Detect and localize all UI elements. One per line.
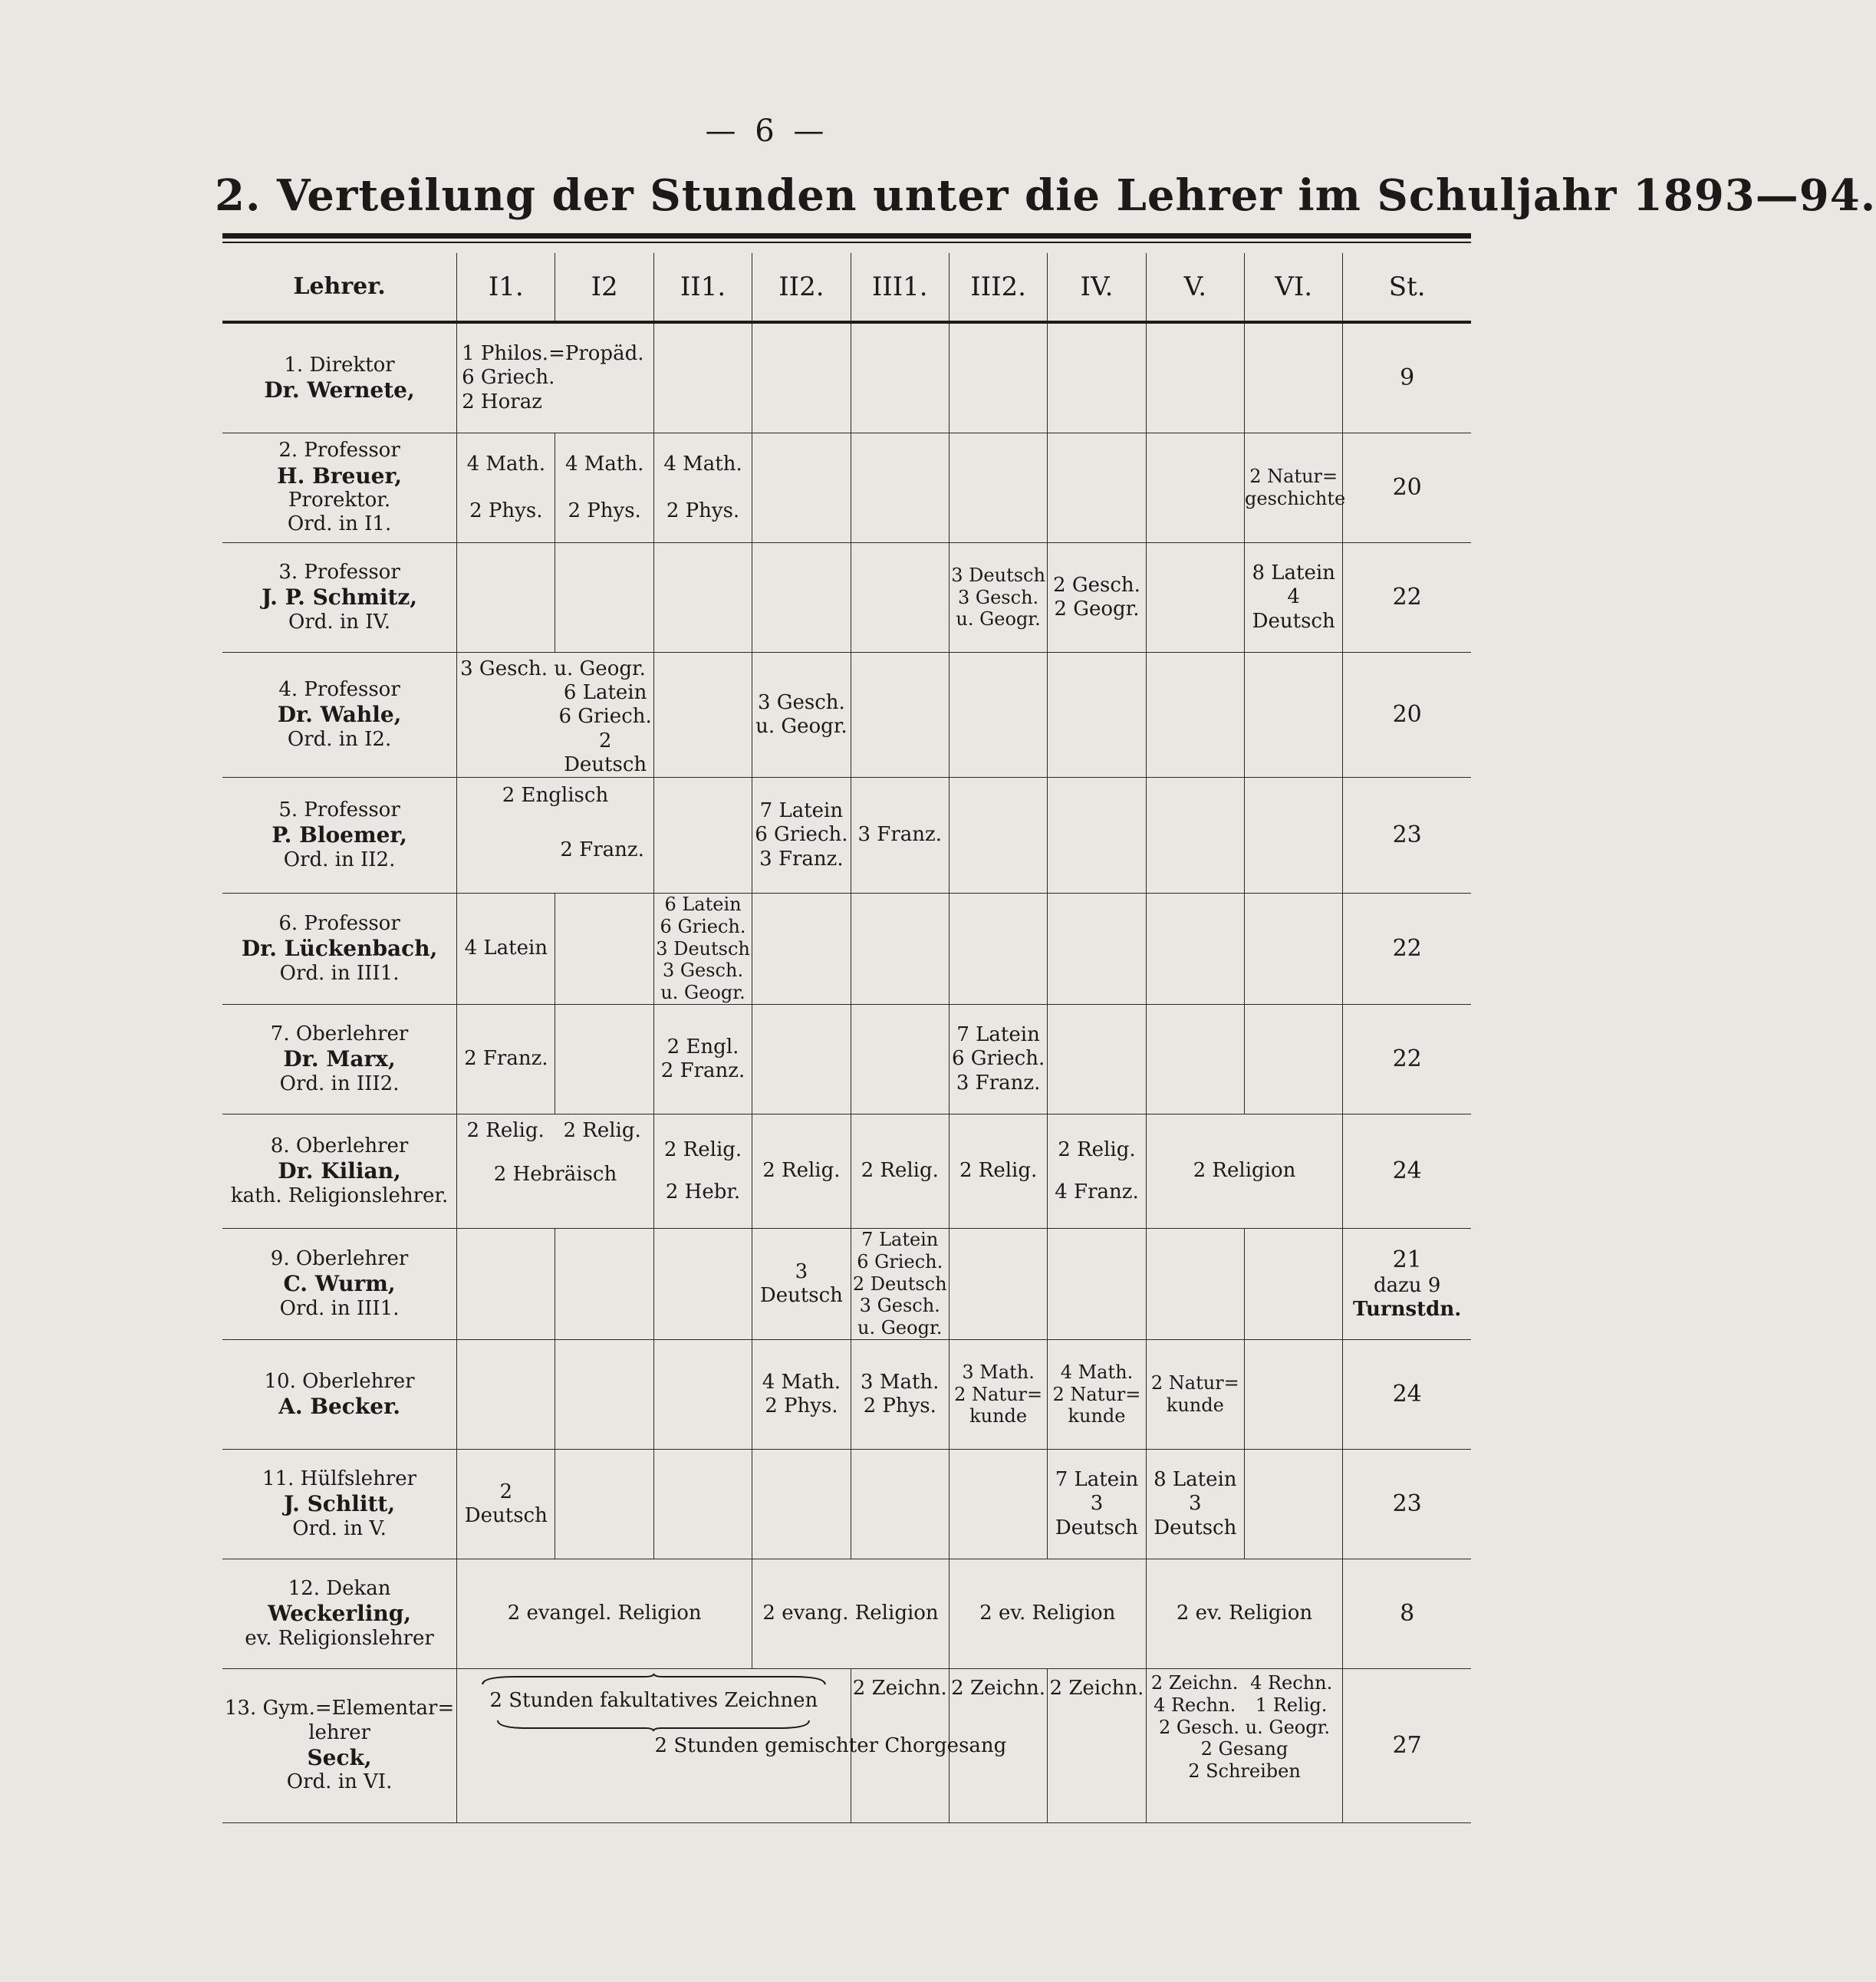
lesson-text: 2 Engl. bbox=[666, 1035, 739, 1058]
lesson-cell bbox=[653, 1449, 752, 1559]
lesson-cell bbox=[653, 777, 752, 893]
table-header-row bbox=[222, 253, 1471, 322]
lesson-cell bbox=[1146, 1114, 1343, 1228]
teacher-cell bbox=[222, 653, 457, 778]
lesson-cell bbox=[851, 433, 949, 543]
lesson-cell bbox=[1245, 1339, 1343, 1449]
lesson-text: 2 Stunden gemischter Chorgesang bbox=[654, 1734, 1007, 1758]
lesson-text: 2 Phys. bbox=[568, 499, 641, 522]
hours-total: 20 bbox=[1343, 653, 1471, 778]
lesson-text: 6 Griech. bbox=[857, 1250, 943, 1272]
lesson-cell bbox=[752, 653, 851, 778]
lesson-cell bbox=[457, 653, 654, 778]
hours-extra: Turnstdn. bbox=[1353, 1297, 1462, 1321]
brace-zeichnen bbox=[481, 1674, 827, 1686]
teacher-role: 4. Professor bbox=[278, 677, 400, 701]
lesson-text: geschichte bbox=[1245, 488, 1346, 509]
header-vi: VI. bbox=[1245, 253, 1343, 322]
lesson-text: 4 Math. bbox=[564, 452, 644, 476]
lesson-cell bbox=[1146, 893, 1244, 1004]
header-ii2: II2. bbox=[752, 253, 851, 322]
brace-chorgesang bbox=[496, 1719, 811, 1731]
lesson-cell bbox=[1146, 1559, 1343, 1668]
lesson-cell bbox=[949, 653, 1047, 778]
teacher-note: ev. Religionslehrer bbox=[245, 1626, 434, 1650]
hours-text: 21 bbox=[1392, 1246, 1422, 1273]
lesson-text: 2 evang. Religion bbox=[762, 1602, 939, 1625]
lesson-text: 4 Math. bbox=[663, 452, 742, 476]
table-row bbox=[222, 322, 1471, 433]
lesson-text: 2 Hebr. bbox=[665, 1180, 741, 1203]
lesson-text: 2 Natur= bbox=[1249, 466, 1338, 488]
header-iii1: III1. bbox=[851, 253, 949, 322]
lesson-cell bbox=[1048, 1228, 1146, 1339]
lesson-cell bbox=[1048, 653, 1146, 778]
hours-total: 8 bbox=[1343, 1559, 1471, 1668]
lesson-cell bbox=[1146, 1449, 1244, 1559]
table-row bbox=[222, 1559, 1471, 1668]
hours-total: 20 bbox=[1343, 433, 1471, 543]
teacher-cell bbox=[222, 1114, 457, 1228]
lesson-text: 3 Deutsch bbox=[951, 564, 1045, 586]
lesson-text: 4 Rechn. bbox=[1154, 1694, 1236, 1716]
lesson-text: 6 Latein bbox=[664, 893, 742, 915]
lesson-text: 2 Deutsch bbox=[852, 1272, 947, 1295]
header-iii2: III2. bbox=[949, 253, 1047, 322]
lesson-text: 3 Gesch. u. Geogr. bbox=[460, 657, 646, 680]
lesson-text: 2 Stunden fakultatives Zeichnen bbox=[489, 1688, 818, 1712]
lesson-text: 2 ev. Religion bbox=[1176, 1602, 1313, 1625]
lesson-text: 2 Relig. bbox=[663, 1138, 742, 1161]
lesson-text: 2 Franz. bbox=[464, 1047, 548, 1071]
lesson-text: 2 Phys. bbox=[469, 499, 543, 522]
lesson-cell bbox=[949, 1559, 1146, 1668]
header-v: V. bbox=[1146, 253, 1244, 322]
lesson-cell bbox=[1245, 1228, 1343, 1339]
teacher-role: 3. Professor bbox=[278, 561, 400, 584]
teacher-role: 13. Gym.=Elementar= bbox=[224, 1697, 455, 1720]
teacher-name: H. Breuer, bbox=[277, 463, 402, 489]
lesson-text: 2 Relig. bbox=[1058, 1138, 1136, 1161]
hours-total: 23 bbox=[1343, 777, 1471, 893]
lesson-text: 2 Gesch. bbox=[1053, 573, 1140, 597]
lesson-text: 4 Math. bbox=[762, 1370, 841, 1394]
teacher-ord: Ord. in IV. bbox=[288, 610, 391, 634]
table-row bbox=[222, 653, 1471, 778]
lesson-cell bbox=[1245, 322, 1343, 433]
lesson-cell bbox=[1146, 322, 1244, 433]
lesson-text: 2 Englisch bbox=[502, 783, 609, 807]
lesson-cell bbox=[949, 777, 1047, 893]
lesson-cell bbox=[1048, 1114, 1146, 1228]
lesson-cell bbox=[1146, 653, 1244, 778]
hours-total: 24 bbox=[1343, 1114, 1471, 1228]
lesson-cell bbox=[851, 1228, 949, 1339]
teacher-cell bbox=[222, 1668, 457, 1822]
lesson-cell bbox=[457, 322, 654, 433]
lesson-cell bbox=[555, 1339, 653, 1449]
teacher-role: 2. Professor bbox=[278, 439, 400, 463]
teacher-cell bbox=[222, 777, 457, 893]
lesson-text: 2 Relig. bbox=[563, 1118, 641, 1142]
lesson-text: 2 Phys. bbox=[666, 499, 740, 522]
lesson-cell bbox=[653, 653, 752, 778]
teacher-ord: Ord. in III2. bbox=[279, 1072, 400, 1095]
teacher-role: 7. Oberlehrer bbox=[270, 1022, 409, 1045]
lesson-cell bbox=[851, 893, 949, 1004]
lesson-cell bbox=[752, 433, 851, 543]
lesson-text: 8 Latein bbox=[1154, 1468, 1237, 1492]
lesson-cell bbox=[752, 1339, 851, 1449]
teacher-ord: Ord. in I1. bbox=[287, 512, 392, 536]
schedule-table bbox=[222, 253, 1471, 1823]
table-row bbox=[222, 433, 1471, 543]
lesson-cell bbox=[752, 1004, 851, 1114]
page-number: — 6 — bbox=[705, 114, 829, 149]
lesson-text: 4 Math. bbox=[1060, 1361, 1134, 1383]
lesson-cell bbox=[653, 1004, 752, 1114]
hours-total bbox=[1343, 1228, 1471, 1339]
title-rule-thick bbox=[222, 233, 1471, 239]
lesson-cell bbox=[1146, 433, 1244, 543]
lesson-text: 2 Franz. bbox=[560, 838, 644, 862]
hours-total: 24 bbox=[1343, 1339, 1471, 1449]
lesson-cell bbox=[653, 322, 752, 433]
lesson-cell bbox=[752, 1228, 851, 1339]
lesson-cell bbox=[1048, 322, 1146, 433]
teacher-cell bbox=[222, 1339, 457, 1449]
lesson-text: u. Geogr. bbox=[857, 1317, 943, 1339]
lesson-cell bbox=[851, 1004, 949, 1114]
teacher-cell bbox=[222, 322, 457, 433]
hours-total: 23 bbox=[1343, 1449, 1471, 1559]
lesson-cell bbox=[1048, 777, 1146, 893]
lesson-cell bbox=[1146, 543, 1244, 653]
teacher-role: 1. Direktor bbox=[284, 353, 395, 377]
lesson-cell bbox=[851, 322, 949, 433]
header-ii1: II1. bbox=[653, 253, 752, 322]
teacher-name: Dr. Kilian, bbox=[278, 1158, 401, 1184]
lesson-cell bbox=[851, 777, 949, 893]
lesson-text: 2 ev. Religion bbox=[979, 1602, 1116, 1625]
lesson-text: 2 Zeichn. bbox=[1150, 1671, 1239, 1694]
table-row bbox=[222, 893, 1471, 1004]
lesson-text: 2 Deutsch bbox=[564, 729, 647, 776]
title-rule-thin bbox=[222, 242, 1471, 243]
teacher-name: A. Becker. bbox=[278, 1393, 401, 1419]
teacher-name: C. Wurm, bbox=[283, 1271, 396, 1297]
lesson-cell bbox=[1048, 433, 1146, 543]
lesson-cell bbox=[949, 1228, 1047, 1339]
teacher-name: J. Schlitt, bbox=[284, 1491, 396, 1517]
lesson-text: 7 Latein bbox=[1055, 1468, 1139, 1492]
teacher-cell bbox=[222, 1559, 457, 1668]
table-row bbox=[222, 543, 1471, 653]
lesson-text: 6 Latein bbox=[563, 681, 647, 705]
teacher-ord: Ord. in I2. bbox=[287, 727, 392, 751]
lesson-cell bbox=[653, 1114, 752, 1228]
header-iv: IV. bbox=[1048, 253, 1146, 322]
lesson-cell bbox=[851, 1339, 949, 1449]
lesson-text: 3 Deutsch bbox=[1055, 1492, 1138, 1539]
lesson-cell bbox=[457, 1339, 555, 1449]
lesson-text: kunde bbox=[1068, 1405, 1126, 1427]
teacher-role: 10. Oberlehrer bbox=[264, 1369, 415, 1393]
table-row bbox=[222, 777, 1471, 893]
teacher-ord: Ord. in III1. bbox=[279, 1296, 400, 1320]
lesson-cell bbox=[653, 543, 752, 653]
lesson-cell bbox=[752, 1114, 851, 1228]
lesson-cell bbox=[1146, 1339, 1244, 1449]
lesson-cell bbox=[457, 777, 654, 893]
lesson-cell bbox=[457, 1004, 555, 1114]
lesson-cell bbox=[949, 322, 1047, 433]
lesson-text: 2 Phys. bbox=[765, 1394, 838, 1417]
lesson-text: 6 Griech. bbox=[462, 366, 555, 390]
teacher-ord: Ord. in V. bbox=[292, 1516, 387, 1540]
lesson-cell bbox=[1048, 893, 1146, 1004]
teacher-role: lehrer bbox=[308, 1720, 370, 1744]
lesson-cell bbox=[851, 653, 949, 778]
lesson-cell bbox=[1146, 1004, 1244, 1114]
lesson-text: 3 Math. bbox=[861, 1370, 940, 1394]
lesson-text: 2 Deutsch bbox=[464, 1480, 548, 1527]
lesson-cell bbox=[653, 1339, 752, 1449]
lesson-text: 3 Deutsch bbox=[759, 1259, 843, 1307]
lesson-text: 2 Phys. bbox=[863, 1394, 936, 1417]
lesson-cell bbox=[555, 433, 653, 543]
lesson-cell bbox=[457, 1114, 654, 1228]
lesson-cell bbox=[653, 893, 752, 1004]
lesson-cell bbox=[851, 543, 949, 653]
teacher-name: Weckerling, bbox=[268, 1601, 412, 1627]
hours-total: 22 bbox=[1343, 543, 1471, 653]
lesson-text: 2 Schreiben bbox=[1188, 1760, 1301, 1783]
lesson-cell bbox=[1245, 1004, 1343, 1114]
lesson-cell bbox=[1146, 777, 1244, 893]
lesson-cell bbox=[851, 1114, 949, 1228]
lesson-cell bbox=[752, 1559, 950, 1668]
lesson-text: 1 Relig. bbox=[1255, 1694, 1328, 1716]
teacher-ord: Ord. in III1. bbox=[279, 961, 400, 985]
lesson-text: u. Geogr. bbox=[755, 714, 847, 738]
lesson-cell bbox=[457, 893, 555, 1004]
lesson-text: 3 Deutsch bbox=[656, 937, 750, 960]
lesson-text: 7 Latein bbox=[956, 1023, 1040, 1047]
lesson-cell bbox=[653, 1228, 752, 1339]
lesson-text: 2 Relig. bbox=[466, 1118, 545, 1142]
lesson-text: 2 Natur= bbox=[1052, 1383, 1141, 1405]
teacher-name: J. P. Schmitz, bbox=[262, 584, 418, 611]
lesson-cell bbox=[1048, 1339, 1146, 1449]
header-i1: I1. bbox=[457, 253, 555, 322]
page-title: 2. Verteilung der Stunden unter die Lehrer im Schuljahr 1893—94. bbox=[215, 170, 1876, 221]
lesson-text: 7 Latein bbox=[861, 1228, 939, 1250]
header-i2: I2 bbox=[555, 253, 653, 322]
lesson-cell bbox=[752, 1449, 851, 1559]
lesson-text: 3 Franz. bbox=[759, 847, 844, 871]
teacher-cell bbox=[222, 893, 457, 1004]
lesson-text: u. Geogr. bbox=[660, 982, 745, 1004]
lesson-text: 4 Franz. bbox=[1055, 1180, 1139, 1203]
teacher-name: P. Bloemer, bbox=[272, 822, 407, 848]
lesson-cell bbox=[949, 1339, 1047, 1449]
lesson-cell bbox=[1048, 1004, 1146, 1114]
teacher-cell bbox=[222, 433, 457, 543]
lesson-text: 2 Relig. bbox=[762, 1159, 841, 1183]
lesson-text: 7 Latein bbox=[759, 799, 844, 823]
table-row bbox=[222, 1004, 1471, 1114]
lesson-text: 2 Natur= bbox=[1150, 1372, 1239, 1394]
lesson-text: 8 Latein bbox=[1252, 561, 1335, 585]
lesson-text: 3 Franz. bbox=[956, 1071, 1041, 1095]
lesson-text: 2 Horaz bbox=[462, 390, 542, 413]
lesson-cell bbox=[949, 1449, 1047, 1559]
lesson-text: 2 Religion bbox=[1193, 1159, 1296, 1183]
hours-extra: dazu 9 bbox=[1373, 1273, 1441, 1297]
lesson-cell bbox=[457, 1559, 752, 1668]
lesson-cell bbox=[1245, 777, 1343, 893]
lesson-text: 3 Gesch. bbox=[662, 960, 744, 982]
lesson-cell bbox=[653, 433, 752, 543]
teacher-role: 6. Professor bbox=[278, 911, 400, 935]
lesson-cell bbox=[457, 433, 555, 543]
lesson-text: 4 Latein bbox=[464, 937, 548, 960]
lesson-text: 3 Gesch. bbox=[859, 1295, 940, 1317]
teacher-name: Dr. Marx, bbox=[283, 1046, 396, 1072]
lesson-text: 2 Gesch. u. Geogr. bbox=[1158, 1716, 1331, 1738]
teacher-ord: kath. Religionslehrer. bbox=[230, 1184, 449, 1207]
lesson-text: 3 Math. bbox=[962, 1361, 1035, 1383]
table-row bbox=[222, 1668, 1471, 1822]
teacher-note: Prorektor. bbox=[288, 489, 391, 512]
lesson-text: kunde bbox=[969, 1405, 1028, 1427]
lesson-cell bbox=[752, 543, 851, 653]
lesson-text: 4 Math. bbox=[466, 452, 545, 476]
lesson-cell bbox=[949, 1004, 1047, 1114]
lesson-text: 3 Gesch. bbox=[958, 586, 1039, 608]
lesson-text: kunde bbox=[1166, 1394, 1224, 1416]
lesson-cell bbox=[457, 1449, 555, 1559]
header-lehrer: Lehrer. bbox=[222, 253, 457, 322]
lesson-cell bbox=[949, 1114, 1047, 1228]
table-row bbox=[222, 1114, 1471, 1228]
lesson-cell bbox=[1048, 1449, 1146, 1559]
lesson-text: 2 Zeichn. bbox=[951, 1676, 1046, 1700]
lesson-cell bbox=[752, 893, 851, 1004]
lesson-cell bbox=[851, 1449, 949, 1559]
header-st: St. bbox=[1343, 253, 1471, 322]
lesson-text: u. Geogr. bbox=[956, 608, 1041, 630]
lesson-text: 2 Geogr. bbox=[1054, 598, 1140, 621]
lesson-text: 4 Rechn. bbox=[1250, 1671, 1333, 1694]
lesson-cell bbox=[1245, 653, 1343, 778]
hours-total: 27 bbox=[1343, 1668, 1471, 1822]
lesson-cell bbox=[1245, 543, 1343, 653]
teacher-name: Dr. Lückenbach, bbox=[241, 936, 438, 962]
teacher-name: Seck, bbox=[307, 1744, 372, 1770]
teacher-role: 12. Dekan bbox=[288, 1576, 391, 1600]
teacher-cell bbox=[222, 1004, 457, 1114]
lesson-text: 2 Natur= bbox=[954, 1383, 1043, 1405]
lesson-text: 3 Deutsch bbox=[1154, 1492, 1237, 1539]
lesson-cell bbox=[1245, 893, 1343, 1004]
lesson-cell bbox=[555, 543, 653, 653]
lesson-cell bbox=[457, 1228, 555, 1339]
table-row bbox=[222, 1339, 1471, 1449]
teacher-cell bbox=[222, 543, 457, 653]
teacher-role: 5. Professor bbox=[278, 798, 400, 821]
lesson-cell bbox=[555, 893, 653, 1004]
lesson-cell bbox=[457, 543, 555, 653]
lesson-cell bbox=[555, 1449, 653, 1559]
lesson-cell bbox=[752, 777, 851, 893]
lesson-cell bbox=[555, 1004, 653, 1114]
lesson-text: 2 Zeichn. bbox=[1049, 1676, 1144, 1700]
lesson-cell bbox=[949, 433, 1047, 543]
lesson-text: 4 Deutsch bbox=[1252, 585, 1335, 633]
hours-total: 22 bbox=[1343, 893, 1471, 1004]
lesson-cell bbox=[1245, 433, 1346, 543]
teacher-role: 8. Oberlehrer bbox=[270, 1134, 409, 1157]
teacher-cell bbox=[222, 1228, 457, 1339]
lesson-text: 3 Gesch. bbox=[757, 690, 845, 714]
lesson-text: 6 Griech. bbox=[660, 915, 746, 937]
lesson-text: 2 Relig. bbox=[861, 1159, 939, 1183]
lesson-text: 1 Philos.=Propäd. bbox=[462, 342, 644, 366]
lesson-text: 6 Griech. bbox=[951, 1047, 1045, 1071]
teacher-cell bbox=[222, 1449, 457, 1559]
table-row bbox=[222, 1449, 1471, 1559]
hours-total: 22 bbox=[1343, 1004, 1471, 1114]
lesson-cell bbox=[1048, 543, 1146, 653]
teacher-role: 9. Oberlehrer bbox=[270, 1246, 409, 1270]
lesson-cell bbox=[1146, 1228, 1244, 1339]
teacher-name: Dr. Wahle, bbox=[277, 702, 402, 728]
lesson-cell bbox=[752, 322, 851, 433]
lesson-cell bbox=[949, 893, 1047, 1004]
lesson-text: 6 Griech. bbox=[558, 705, 652, 729]
teacher-name: Dr. Wernete, bbox=[264, 377, 415, 403]
teacher-ord: Ord. in VI. bbox=[286, 1770, 393, 1794]
teacher-ord: Ord. in II2. bbox=[283, 848, 396, 871]
lesson-text: 2 Hebräisch bbox=[493, 1163, 617, 1187]
lesson-text: 2 Zeichn. bbox=[852, 1676, 947, 1700]
hours-total: 9 bbox=[1343, 322, 1471, 433]
lesson-text: 2 Relig. bbox=[959, 1159, 1038, 1183]
lesson-cell bbox=[949, 543, 1047, 653]
lesson-cell bbox=[555, 1228, 653, 1339]
lesson-text: 2 evangel. Religion bbox=[507, 1602, 702, 1625]
table-row bbox=[222, 1228, 1471, 1339]
lesson-cell bbox=[1245, 1449, 1343, 1559]
teacher-role: 11. Hülfslehrer bbox=[262, 1467, 417, 1490]
lesson-text: 2 Franz. bbox=[660, 1058, 745, 1082]
lesson-text: 3 Franz. bbox=[857, 823, 942, 847]
lesson-text: 6 Griech. bbox=[755, 823, 848, 847]
lesson-text: 2 Gesang bbox=[1200, 1738, 1289, 1760]
